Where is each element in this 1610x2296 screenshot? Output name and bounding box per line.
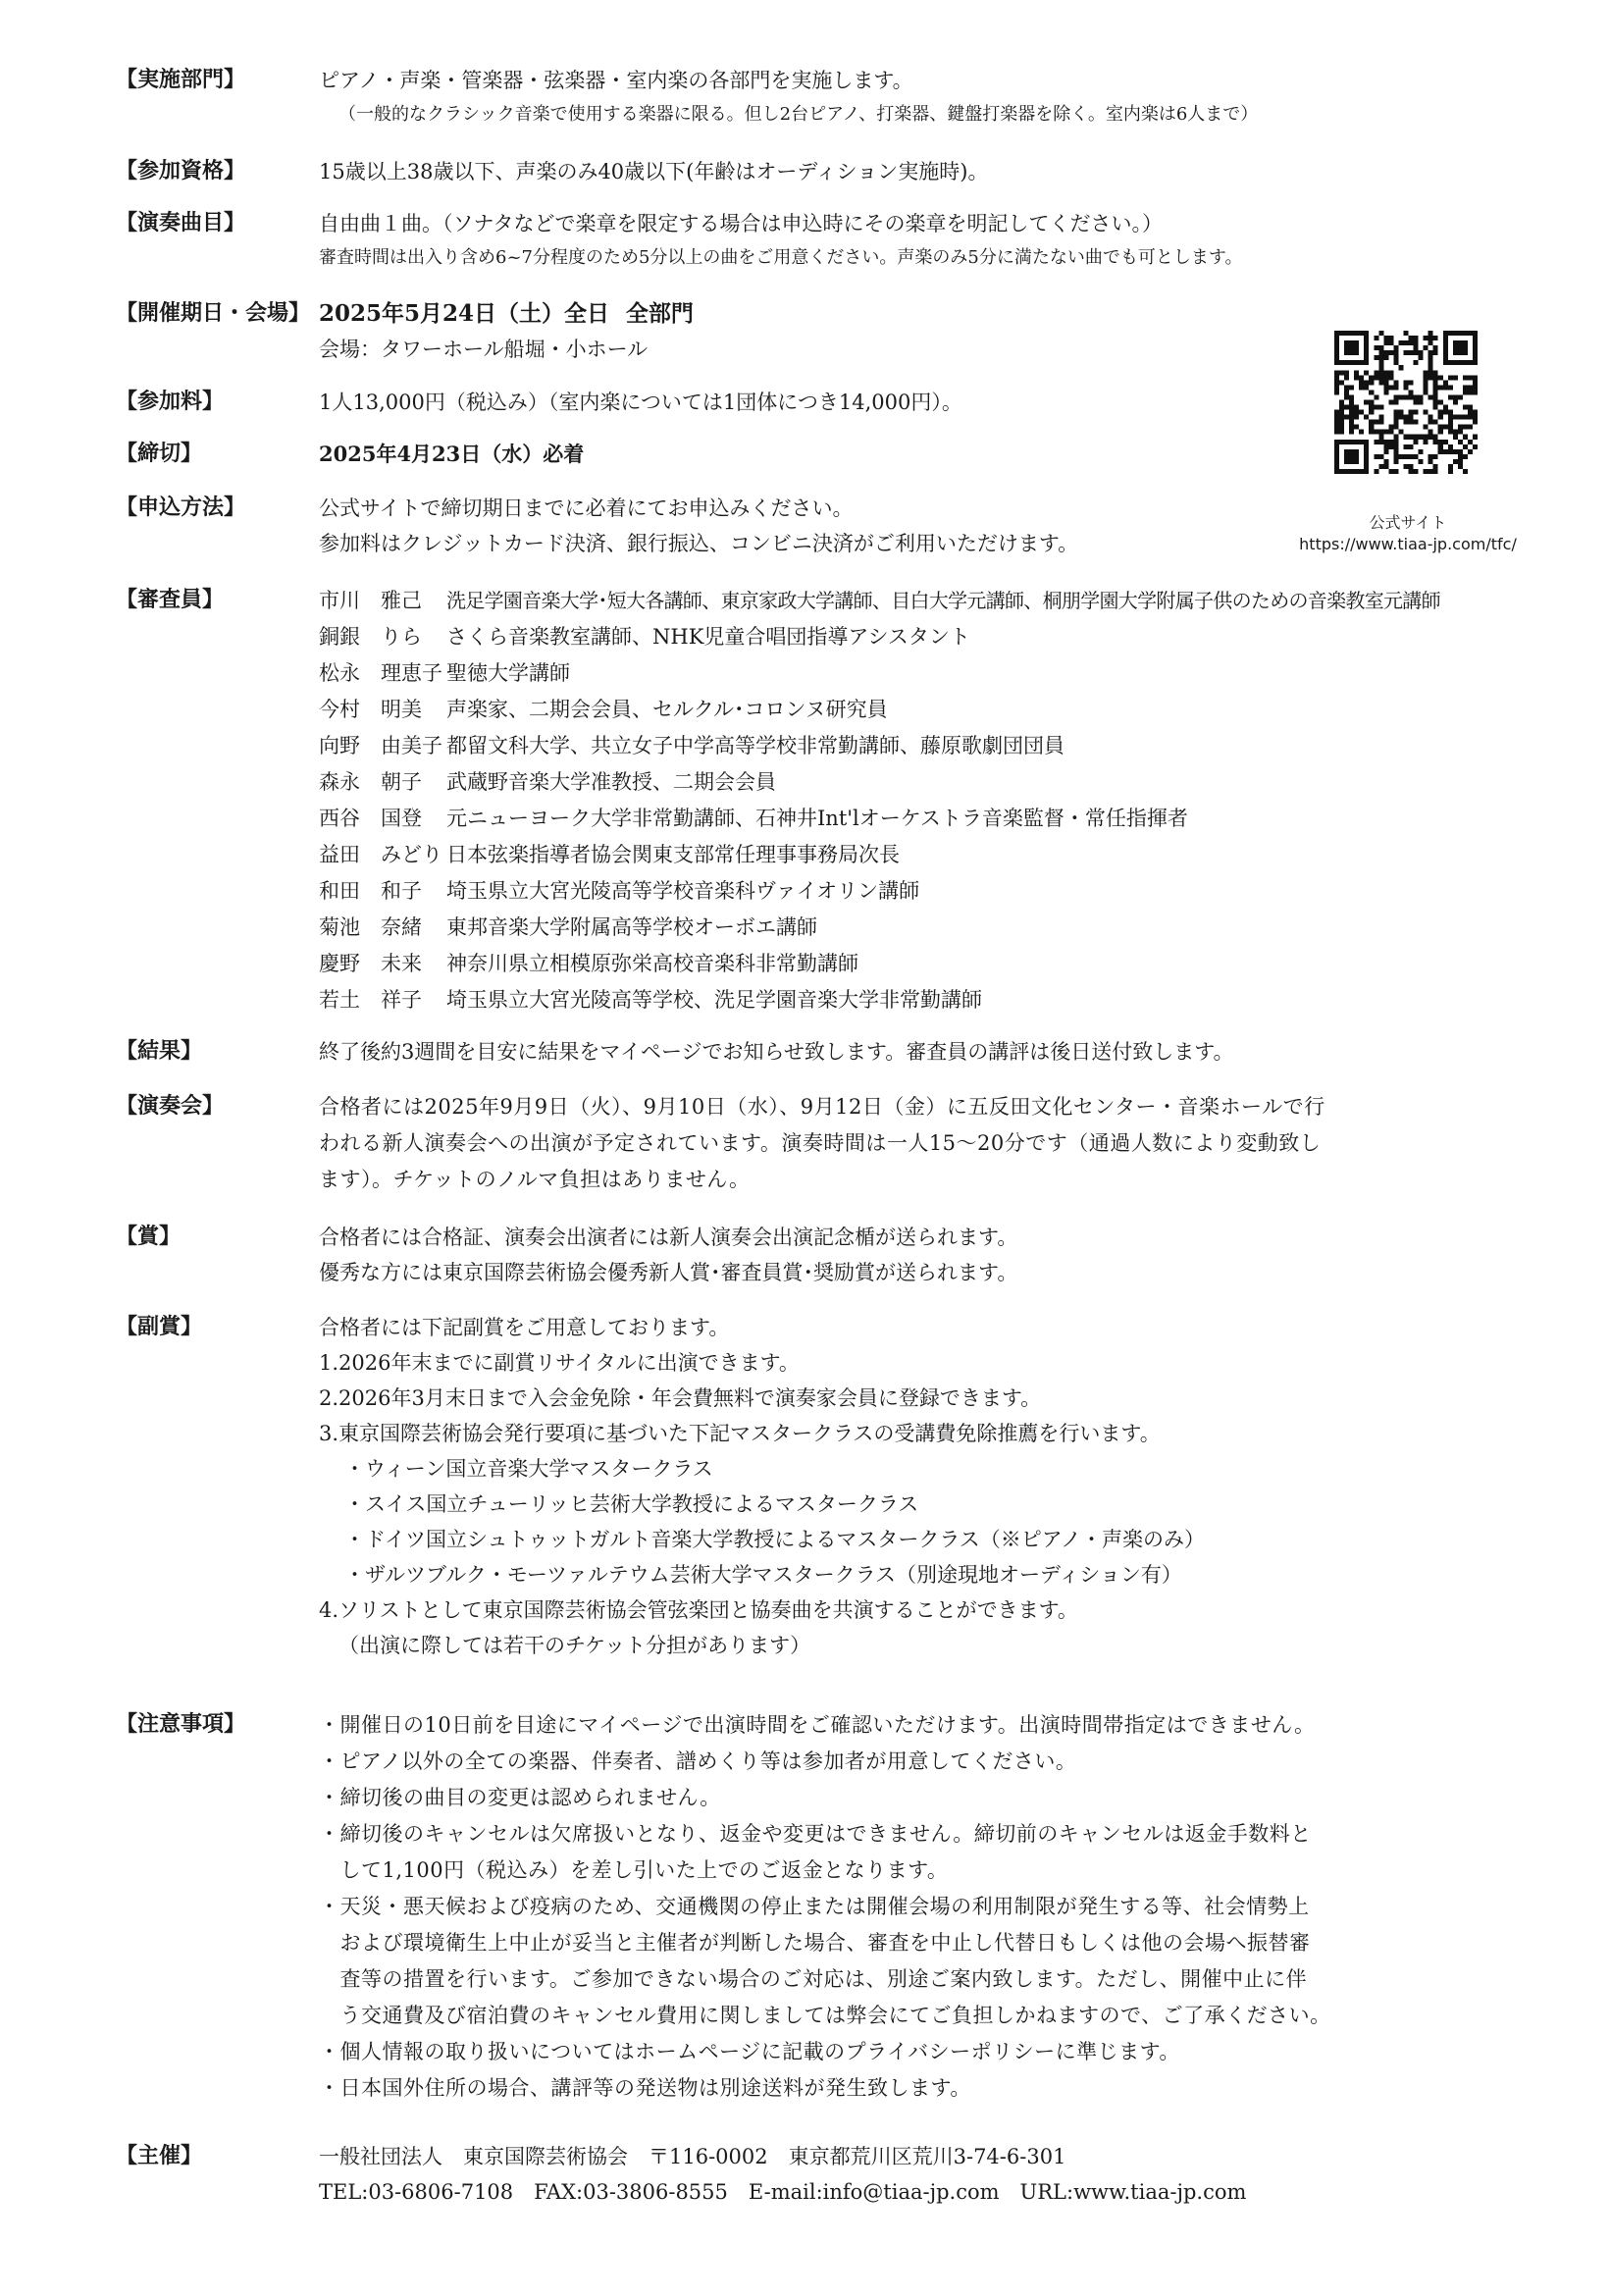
notice-line: ・締切後の曲目の変更は認められません。 — [319, 1786, 721, 1809]
judge-name: 銅銀 りら — [319, 625, 422, 649]
judge-title: 埼玉県立大宮光陵高等学校音楽科ヴァイオリン講師 — [446, 879, 920, 903]
judge-list — [319, 583, 1526, 1018]
masterclass-item: ・ウィーン国立音楽大学マスタークラス — [344, 1457, 713, 1481]
judge-name: 菊池 奈緒 — [319, 915, 422, 939]
deadline-date: 2025年4月23日（水）必着 — [319, 442, 585, 466]
masterclass-item: ・ザルツブルク・モーツァルテウム芸術大学マスタークラス（別途現地オーディション有） — [344, 1563, 1182, 1587]
notice-line: う交通費及び宿泊費のキャンセル費用に関しましては弊会にてご負担しかねますので、ご了承ください。 — [319, 2004, 1331, 2027]
host-contact: TEL:03-6806-7108 FAX:03-3806-8555 E-mail:info@tiaa-jp.com URL:www.tiaa-jp.com — [319, 2180, 1247, 2204]
masterclass-item: ・ドイツ国立シュトゥットガルト音楽大学教授によるマスタークラス（※ピアノ・声楽のみ） — [344, 1528, 1206, 1551]
list-item: 2.2026年3月末日まで入会金免除・年会費無料で演奏家会員に登録できます。 — [319, 1386, 1042, 1410]
judge-title: 日本弦楽指導者協会関東支部常任理事事務局次長 — [446, 843, 900, 866]
section-text: 合格者には2025年9月9日（火）、9月10日（水）、9月12日（金）に五反田文化センター・音楽ホールで行 — [319, 1095, 1325, 1119]
judge-title: 武蔵野音楽大学准教授、二期会会員 — [446, 770, 776, 794]
judge-name: 和田 和子 — [319, 879, 422, 903]
judge-title: 声楽家、二期会会員、セルクル･コロンヌ研究員 — [446, 698, 888, 721]
qr-caption: 公式サイト — [1369, 513, 1447, 532]
host-address: 一般社団法人 東京国際芸術協会 〒116-0002 東京都荒川区荒川3-74-6-301 — [319, 2145, 1066, 2168]
section-text: 合格者には下記副賞をご用意しております。 — [319, 1316, 730, 1339]
notice-line: ・開催日の10日前を目途にマイページで出演時間をご確認いただけます。出演時間帯指定はできません。 — [319, 1713, 1316, 1737]
notice-line: 査等の措置を行います。ご参加できない場合のご対応は、別途ご案内致します。ただし、開催中止に伴 — [319, 1967, 1308, 1991]
notice-line: して1,100円（税込み）を差し引いた上でのご返金となります。 — [319, 1858, 949, 1882]
qr-code[interactable] — [1334, 331, 1478, 474]
section-label: 【主催】 — [116, 2144, 203, 2168]
section-label: 【参加資格】 — [116, 159, 246, 183]
section-label: 【副賞】 — [116, 1315, 203, 1339]
section-note: （一般的なクラシック音楽で使用する楽器に限る。但し2台ピアノ、打楽器、鍵盤打楽器を除く。室内楽は6人まで） — [338, 104, 1259, 125]
section-label: 【演奏曲目】 — [116, 211, 246, 235]
notice-line: ・ピアノ以外の全ての楽器、伴奏者、譜めくり等は参加者が用意してください。 — [319, 1749, 1077, 1773]
list-item-note: （出演に際しては若干のチケット分担があります） — [338, 1634, 811, 1657]
judge-name: 若土 祥子 — [319, 988, 422, 1012]
section-text: 終了後約3週間を目安に結果をマイページでお知らせ致します。審査員の講評は後日送付致します。 — [319, 1040, 1234, 1064]
judge-title: 神奈川県立相模原弥栄高校音楽科非常勤講師 — [446, 952, 858, 975]
section-label: 【実施部門】 — [116, 68, 246, 92]
notice-line: ・締切後のキャンセルは欠席扱いとなり、返金や変更はできません。締切前のキャンセルは返金手数料と — [319, 1822, 1312, 1846]
section-label: 【開催期日・会場】 — [116, 301, 311, 326]
section-label: 【結果】 — [116, 1039, 203, 1064]
event-date: 2025年5月24日（土）全日 — [319, 300, 610, 327]
section-label: 【審査員】 — [116, 588, 225, 612]
notice-line: ・個人情報の取り扱いについてはホームページに記載のプライバシーポリシーに準じます。 — [319, 2040, 1180, 2063]
event-department: 全部門 — [625, 300, 694, 327]
qr-url[interactable]: https://www.tiaa-jp.com/tfc/ — [1299, 535, 1517, 553]
section-note: 審査時間は出入り含め6~7分程度のため5分以上の曲をご用意ください。声楽のみ5分に満たない曲でも可とします。 — [319, 247, 1243, 268]
section-label: 【締切】 — [116, 442, 203, 466]
section-label: 【申込方法】 — [116, 496, 246, 520]
section-label: 【演奏会】 — [116, 1094, 225, 1119]
judge-name: 益田 みどり — [319, 843, 442, 866]
section-text: 1人13,000円（税込み）（室内楽については1団体につき14,000円）。 — [319, 391, 962, 414]
list-item: 1.2026年末までに副賞リサイタルに出演できます。 — [319, 1351, 800, 1375]
section-text: ます）。チケットのノルマ負担はありません。 — [319, 1168, 751, 1191]
judge-title: 洗足学園音楽大学･短大各講師、東京家政大学講師、目白大学元講師、桐朋学園大学附属子供のための音楽教室元講師 — [446, 589, 1440, 612]
list-item: 3.東京国際芸術協会発行要項に基づいた下記マスタークラスの受講費免除推薦を行います。 — [319, 1422, 1161, 1445]
section-text: ピアノ・声楽・管楽器・弦楽器・室内楽の各部門を実施します。 — [319, 69, 913, 92]
section-text: われる新人演奏会への出演が予定されています。演奏時間は一人15～20分です（通過人数により変動致し — [319, 1131, 1322, 1155]
event-venue: 会場：タワーホール船堀・小ホール — [319, 338, 649, 361]
judge-name: 市川 雅己 — [319, 589, 422, 612]
judge-name: 松永 理恵子 — [319, 661, 442, 685]
masterclass-item: ・スイス国立チューリッヒ芸術大学教授によるマスタークラス — [344, 1492, 919, 1516]
judge-title: 東邦音楽大学附属高等学校オーボエ講師 — [446, 915, 817, 939]
section-label: 【注意事項】 — [116, 1712, 246, 1737]
section-text: 公式サイトで締切期日までに必着にてお申込みください。 — [319, 496, 854, 520]
section-text: 15歳以上38歳以下、声楽のみ40歳以下(年齢はオーディション実施時)。 — [319, 160, 989, 183]
section-text: 参加料はクレジットカード決済、銀行振込、コンビニ決済がご利用いただけます。 — [319, 532, 1079, 555]
judge-title: さくら音楽教室講師、NHK児童合唱団指導アシスタント — [446, 625, 970, 649]
judge-name: 西谷 国登 — [319, 807, 422, 830]
judge-title: 元ニューヨーク大学非常勤講師、石神井Int'lオーケストラ音楽監督・常任指揮者 — [446, 807, 1188, 830]
judge-name: 慶野 未来 — [319, 952, 422, 975]
judge-name: 向野 由美子 — [319, 734, 442, 757]
notice-line: および環境衛生上中止が妥当と主催者が判断した場合、審査を中止し代替日もしくは他の会場へ振替審 — [319, 1931, 1311, 1955]
judge-title: 聖徳大学講師 — [446, 661, 570, 685]
list-item: 4.ソリストとして東京国際芸術協会管弦楽団と協奏曲を共演することができます。 — [319, 1598, 1078, 1622]
section-label: 【賞】 — [116, 1225, 182, 1249]
judge-title: 都留文科大学、共立女子中学高等学校非常勤講師、藤原歌劇団団員 — [446, 734, 1065, 757]
judge-title: 埼玉県立大宮光陵高等学校、洗足学園音楽大学非常勤講師 — [446, 988, 982, 1012]
section-text: 優秀な方には東京国際芸術協会優秀新人賞･審査員賞･奨励賞が送られます。 — [319, 1261, 1018, 1284]
notice-line: ・日本国外住所の場合、講評等の発送物は別途送料が発生致します。 — [319, 2076, 971, 2100]
judge-name: 森永 朝子 — [319, 770, 422, 794]
section-text: 自由曲１曲。（ソナタなどで楽章を限定する場合は申込時にその楽章を明記してください。） — [319, 212, 1163, 235]
section-label: 【参加料】 — [116, 390, 225, 414]
judge-name: 今村 明美 — [319, 698, 422, 721]
notice-line: ・天災・悪天候および疫病のため、交通機関の停止または開催会場の利用制限が発生する等、社会情勢上 — [319, 1895, 1310, 1918]
section-text: 合格者には合格証、演奏会出演者には新人演奏会出演記念楯が送られます。 — [319, 1226, 1018, 1249]
